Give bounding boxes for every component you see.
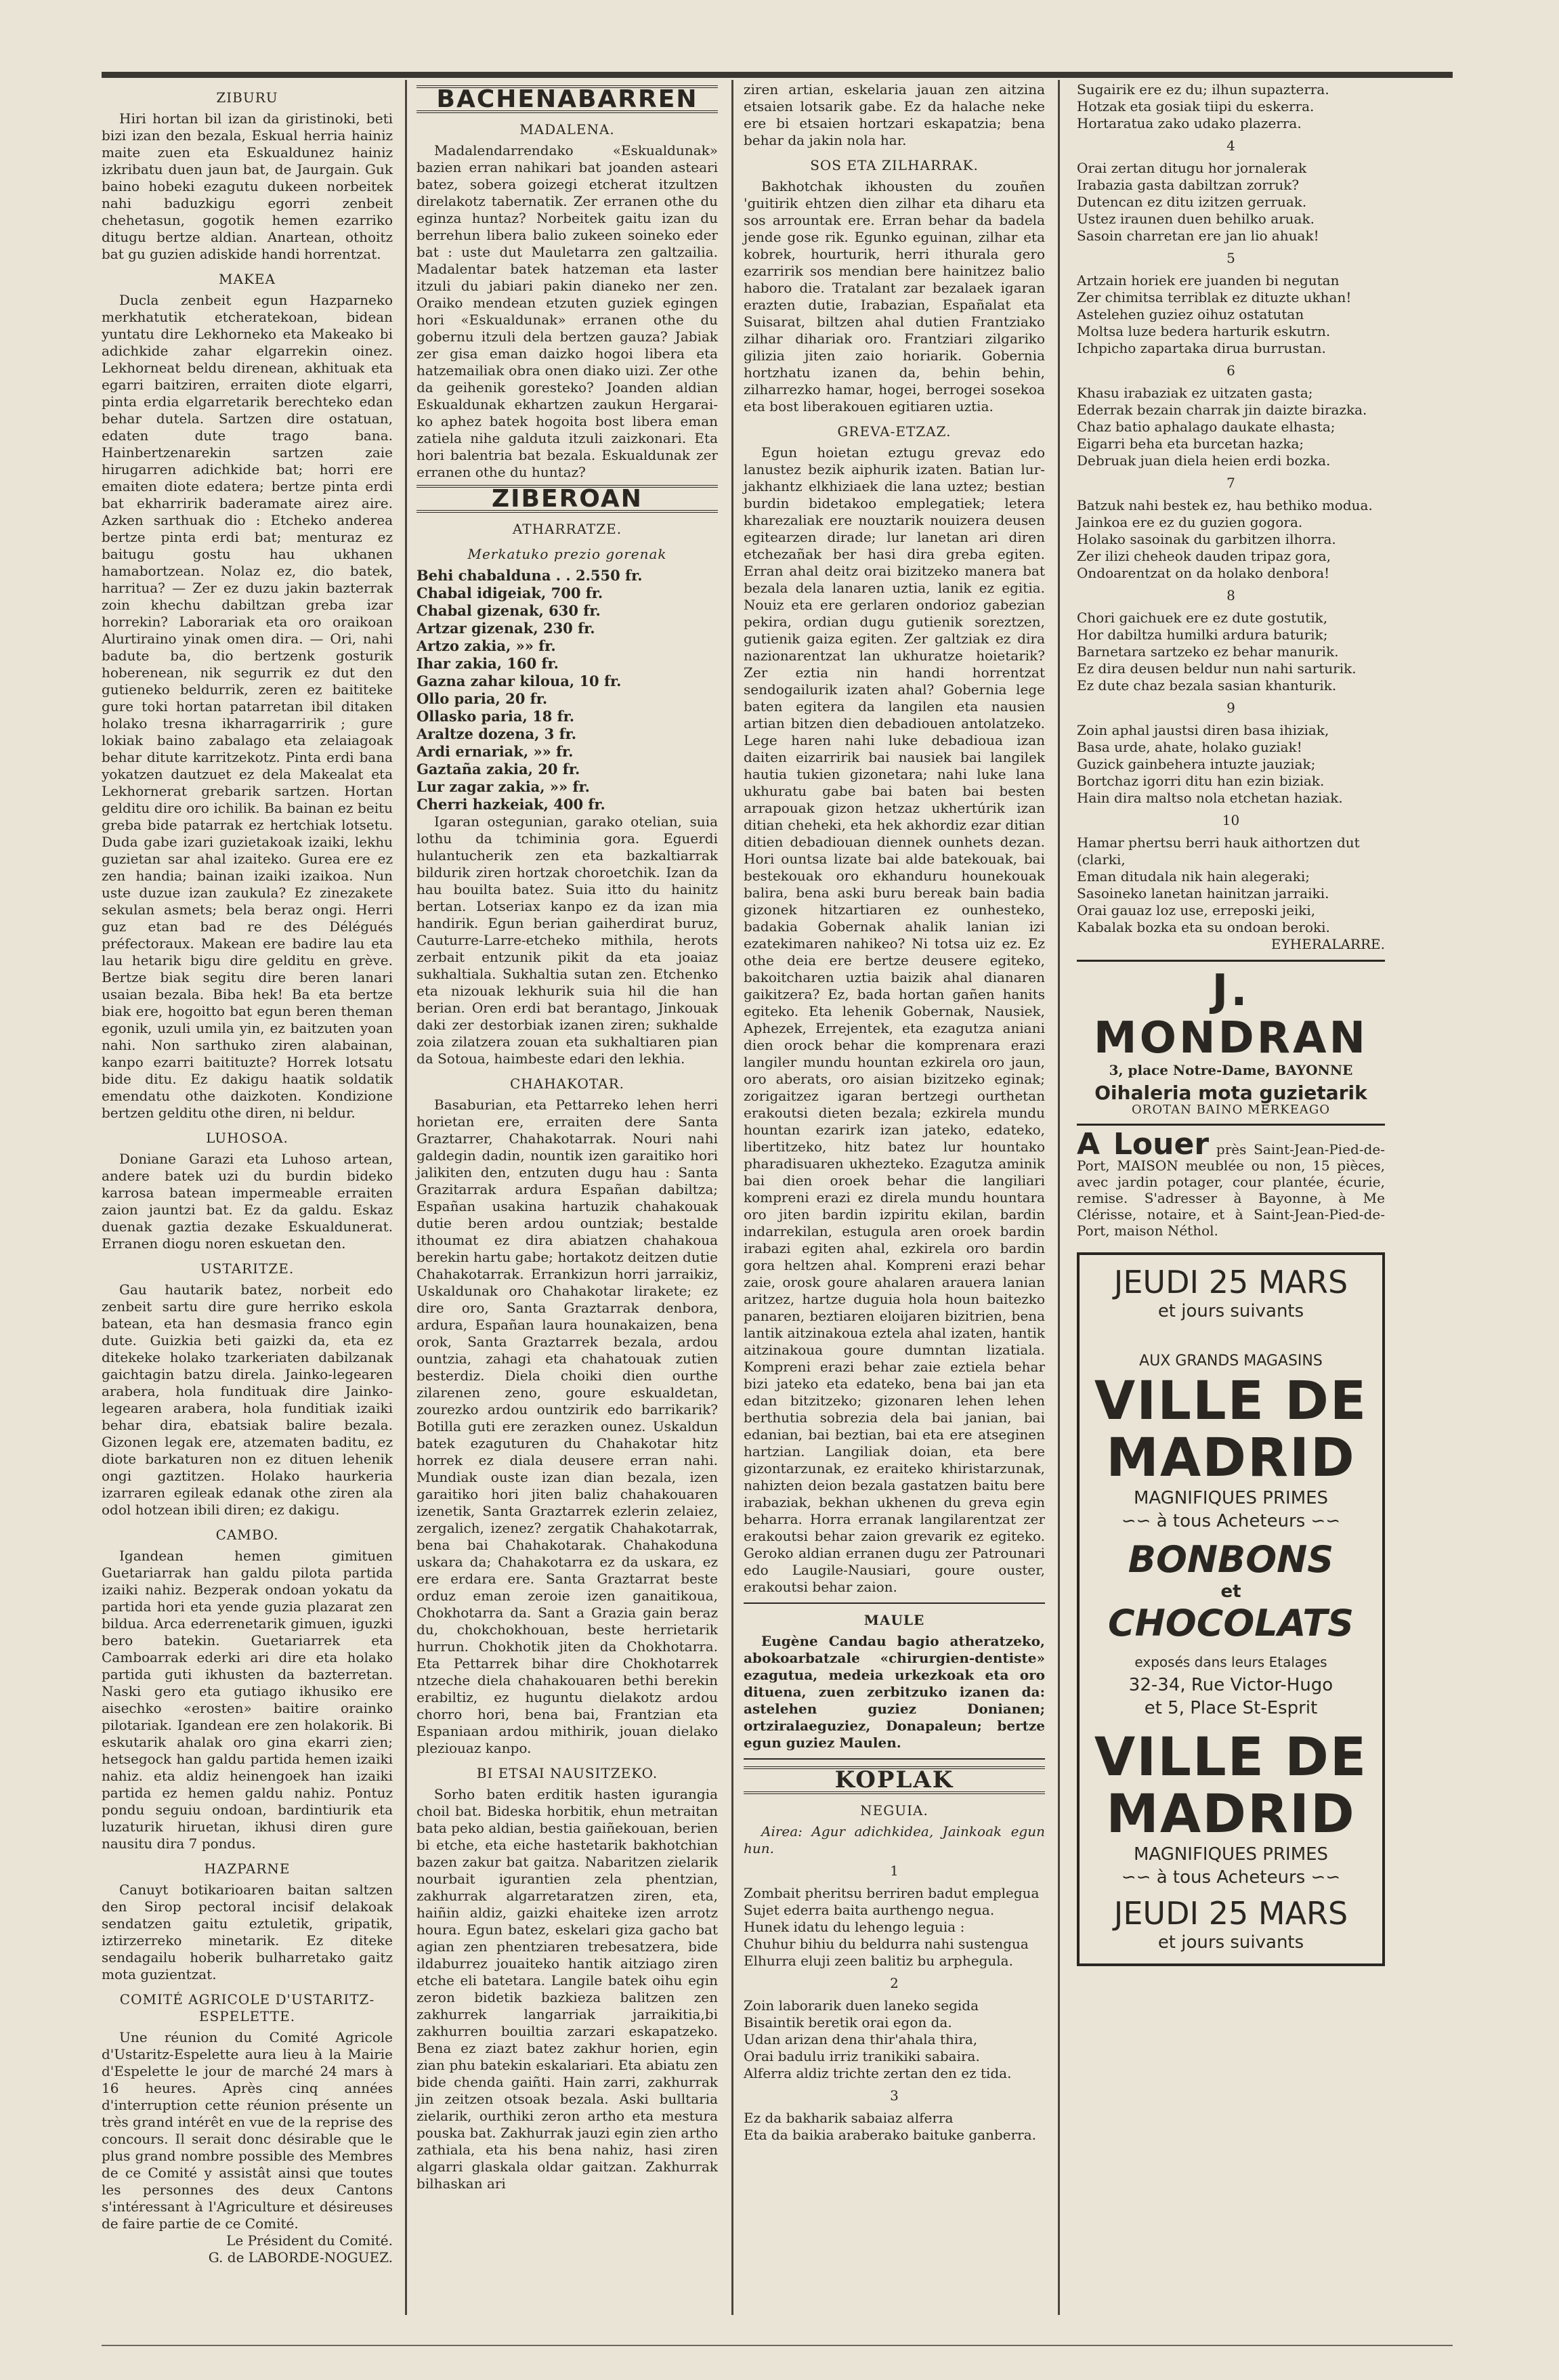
column-separator-3 bbox=[1058, 80, 1060, 2315]
ad-mondran-sub: OROTAN BAINO MERKEAGO bbox=[1132, 1103, 1330, 1117]
ad-madrid-bonbons: BONBONS bbox=[1128, 1538, 1334, 1581]
stanza-number-9: 9 bbox=[1226, 700, 1235, 716]
stanza-number: 2 bbox=[890, 1975, 899, 1991]
poem-stanza-7: Batzuk nahi bestek ez, hau bethiko modua. Jainkoa ere ez du guzien gogora. Holako sasoinak du garbitzen ilhorra. Zer ilizi cheheok dauden tripaz gora, Ondoarentzat on da holako denbora! bbox=[1077, 497, 1373, 581]
section-title-luhosoa: LUHOSOA. bbox=[206, 1130, 289, 1146]
article-hazparne: Canuyt botikarioaren baitan saltzen den Sirop pectoral incisif delakoak sendatzen gaitu eztuletik, gripatik, iztirzerreko minetarik. Ez diteke sendagailu hoberik bulharretako gaitz mota guzientzat. bbox=[102, 1882, 393, 1982]
poem-stanza-3: Ez da bakharik sabaiaz alferra Eta da baikia araberako baituke ganberra. bbox=[744, 2110, 1036, 2143]
article-ziburu: Hiri hortan bil izan da giristinoki, beti bizi izan den bezala, Eskual herria hainiz maite zuen eta Eskualdunez hainiz izkribatu duen jaun bat, de Jaurgain. Guk baino hobeki ezagutu dukeen norbeitek nahi baduzkigu egorri zenbeit chehetasun, gogotik hemen ezarriko ditugu bertze aldian. Anartean, othoitz bat gu guzien adiskide handi horrentzat. bbox=[102, 110, 393, 262]
section-title-madalena: MADALENA. bbox=[519, 121, 615, 137]
ad-mondran-line: Oihaleria mota guzietarik bbox=[1094, 1082, 1367, 1104]
price-item: Artzo zakia, »» fr. bbox=[417, 637, 556, 654]
ad-louer-title: A Louer bbox=[1077, 1127, 1210, 1162]
poem-title-neguia: NEGUIA. bbox=[860, 1802, 928, 1819]
stanza-number-6: 6 bbox=[1226, 362, 1235, 379]
ad-madrid-primes: MAGNIFIQUES PRIMES bbox=[1133, 1488, 1329, 1508]
stanza-number: 3 bbox=[890, 2087, 899, 2104]
divider bbox=[744, 1758, 1045, 1760]
section-title-hazparne: HAZPARNE bbox=[204, 1861, 291, 1877]
section-title-chahakotar: CHAHAKOTAR. bbox=[510, 1076, 624, 1092]
price-item: Behi chabalduna . . 2.550 fr. bbox=[417, 567, 643, 584]
section-title-ustaritze: USTARITZE. bbox=[200, 1260, 295, 1277]
ad-madrid-suivants-2: et jours suivants bbox=[1157, 1932, 1304, 1953]
column-separator-1 bbox=[405, 80, 407, 2315]
section-title-comite: COMITÉ AGRICOLE D'USTARITZ-ESPELETTE. bbox=[119, 1991, 375, 2024]
section-title-cambo: CAMBO. bbox=[215, 1527, 279, 1543]
price-item: Ollasko paria, 18 fr. bbox=[417, 708, 575, 725]
price-item: Lur zagar zakia, »» fr. bbox=[417, 778, 590, 795]
article-etsai-continued: ziren artian, eskelaria jauan zen aitzina etsaien lotsarik gabe. Ez da halache neke ere bi etsaien hortzari eskapatzia; bena behar da jakin nola har. bbox=[744, 81, 1045, 148]
region-header-bachenabarren: BACHENABARREN bbox=[417, 85, 718, 113]
column-separator-2 bbox=[731, 80, 733, 2315]
section-title-maule: MAULE bbox=[863, 1612, 925, 1628]
ad-mondran bbox=[1077, 960, 1385, 1126]
ad-madrid-acheteurs-2: ∽∽ à tous Acheteurs ∽∽ bbox=[1121, 1867, 1341, 1888]
price-item: Cherri hazkeiak, 400 fr. bbox=[417, 796, 605, 813]
article-atharratze: Igaran ostegunian, garako otelian, suia lothu da tchiminia gora. Eguerdi hulantucherik zen eta bazkaltiarrak bildurik ziren hortzak choroetchik. Izan da hau bouilta batez. Suia itto du hainitz bertan. Lotseriax kanpo ez da izan mia handirik. Egun berian gaiherdirat buruz, Cauturre-Larre-etcheko mithila, herots zerbait entzunik pikit da eta joaiaz sukhaltiala. Sukhaltia sutan zen. Etchenko eta nizouak lekhurik suia hil die han berian. Oren erdi bat berantago, Jinkouak daki zer destorbiak izanen ziren; sukhalde zoia zilatzera zouan eta sukhaltiaren pian da Sotoua, haimbeste edari den lekhia. bbox=[417, 813, 718, 1067]
ad-ville-de-madrid bbox=[1077, 1252, 1385, 1966]
stanza-number-7: 7 bbox=[1226, 475, 1235, 491]
ad-madrid-addr2: et 5, Place St-Esprit bbox=[1144, 1698, 1318, 1718]
ad-madrid-date-2: JEUDI 25 MARS bbox=[1113, 1895, 1348, 1932]
article-makea: Ducla zenbeit egun Hazparneko merkhatutik etcheratekoan, bidean yuntatu dire Lekhorneko eta Makeako bi adichkide zahar elgarrekin oinez. Lekhorneat beldu direnean, akhituak eta egarri baitziren, erraiten diote elgarri, pinta erdia elgarretarik berechteko edan behar dutela. Sartzen dire ostatuan, edaten dute trago bana. Hainbertzenarekin sartzen zaie hirugarren adichkide bat; horri ere emaiten diote edatera; bertze pinta erdi bat ekharririk baderamate airez aire. Azken sarthuak dio : Etcheko anderea bertze pinta erdi bat; menturaz ez baitugu gostu hau ukhanen hamabortzean. Nolaz ez, dio batek, harritua? — Zer ez duzu jakin bazterrak zoin khechu dabiltzan greba izar horrekin? Laborariak eta oro oraikoan Alurtiraino yinak omen dira. — Ori, nahi badute ba, dio bertzenk gosturik hoberenean, nik segurrik ez dut den gutieneko beldurrik, zeren ez baititeke gure toki hortan patarretan ibil ditaken holako tresna ikharragarririk ; gure lokiak baino zabalago eta zelaiagoak behar ditute karritzekotz. Pinta erdi bana yokatzen dautzuet ez dela Makealat eta Lekhornerat grebarik sartzen. Hortan gelditu dire oro ichilik. Ba bainan ez beitu greba bide patarrak ez hertchiak lotsetu. Duda gabe izari guzietakoak izaiki, lekhu guzietan sar ahal izaiteko. Gurea ere ez zen handia; bainan izaiki izaikoa. Nun uste duzue izan zaukula? Ez zinezakete sekulan asmets; bela beraz ongi. Herri guz etan bad re des Délégués préfectoraux. Makean ere badire lau eta lau hetarik bigu dire gelditu en grève. Bertze biak segitu dire beren lanari usaian bezala. Biba hek! Ba eta bertze biak ere, hogoitto bat egun beren theman egonik, uzuli umila yin, ez baitzuten yoan nahi. Non sarthuko ziren alabainan, kanpo ezarri baitituzte? Horrek lotsatu bide ditu. Ez dakigu haatik soldatik emendatu othe daizkoten. Kondizione bertzen gelditu othe diren, ni beldur. bbox=[102, 292, 393, 1121]
article-madalena: Madalendarrendako «Eskualdunak» bazien erran nahikari bat joanden asteari batez, sobera goizegi etcherat itzultzen direlakotz tabernatik. Zer erranen othe du eginza huntaz? Norbeitek gaitu izan du berrehun libera balio zukeen soineko eder bat : uste dut Mauletarra zen galtzailia. Madalentar batek hatzeman eta laster itzuli du jabiari pakin dianeko ner zen. Oraiko mendean etzuten guziek egingen hori «Eskualdunak» erranen othe du gobernu itzuli dela bertzen gauza? Jabiak zer gisa eman daizko hogoi libera eta hatzemailiak obra onen diako uizi. Zer othe da geihenik goresteko? Joanden aldian Eskualdunak ekhartzen zaukun Hergarai-ko aphez batek hogoita bost libera eman zatiela nihe galduta itzuli zaizkonari. Eta hori balentria bat bezala. Eskualdunak zer erranen othe du huntaz? bbox=[417, 142, 718, 480]
article-ustaritze: Gau hautarik batez, norbeit edo zenbeit sartu dire gure herriko eskola batean, eta han desmasia franco egin dute. Guizkia beti gaizki da, eta ez ditekeke holako tzarkeriaten dabilzanak gaichtagin batzu direla. Jainko-legearen arabera, hola fundituak dire Jainko-legearen arabera, hola funditiak izaiki behar dira, ebatsiak balire bezala. Gizonen legak ere, atzematen baditu, ez diote barkaturen non ez dituen lehenik ongi gaztitzen. Holako haurkeria izarraren egileak edanak othe ziren ala odol hotzean ibili diren; ez dakigu. bbox=[102, 1281, 393, 1518]
section-title-ziburu: ZIBURU bbox=[216, 89, 278, 106]
column-4 bbox=[1077, 81, 1385, 1966]
ad-madrid-ville-2: VILLE DE MADRID bbox=[1094, 1727, 1368, 1845]
ad-mondran-address: 3, place Notre-Dame, BAYONNE bbox=[1109, 1062, 1353, 1078]
region-header-koplak: KOPLAK bbox=[744, 1766, 1045, 1794]
poem-stanza-9: Zoin aphal jaustsi diren basa ihiziak, Basa urde, ahate, holako guziak! Guzick gainbehera intuzte jauziak; Bortchaz igorri ditu han ezin biziak. Hain dira maltso nola etchetan haziak. bbox=[1077, 722, 1343, 806]
poem-stanza-5: Artzain horiek ere juanden bi negutan Zer chimitsa terriblak ez dituzte ukhan! Astelehen guziez oihuz ostatutan Moltsa luze bedera harturik eskutrn. Ichpicho zapartaka dirua burrustan. bbox=[1077, 272, 1352, 356]
comite-signature-role: Le Président du Comité. bbox=[226, 2232, 393, 2249]
article-maule-ad: Eugène Candau bagio atheratzeko, abokoarbatzale «chirurgien-dentiste» ezagutua, medeia urkezkoak eta oro dituena, zuen zerbitzuko izanen da: astelehen guziez Donianen; ortziralaeguziez, Donapaleun; bertze egun guziez Maulen. bbox=[744, 1633, 1045, 1751]
price-item: Araltze dozena, 3 fr. bbox=[417, 725, 577, 742]
stanza-number-4: 4 bbox=[1226, 137, 1235, 154]
ad-madrid-addr1: 32-34, Rue Victor-Hugo bbox=[1128, 1675, 1333, 1695]
divider bbox=[744, 1602, 1045, 1604]
prices-title: Merkatuko prezio gorenak bbox=[467, 546, 667, 562]
article-sos: Bakhotchak ikhousten du zouñen 'guitirik ehtzen dien zilhar eta diharu eta sos arrountak ere. Erran behar da badela jende gose rik. Egunko eguinan, zilhar eta kobrek, hourturik, herri ithurala gero ezarririk sos mendian bere hainitzez balio haboro die. Tratalant zar bezalaek igaran erazten dutie, Irabazian, Españalat eta Suisarat, biltzen ahal dutien Frantziako zilhar dihariak oro. Frantziari zilgariko gilizia jiten zaio horiarik. Gobernia hortzhatu izanen da, behin behin, zilharrezko hamar, hogei, berrogei sosekoa eta bost liberakouen egitiaren uztia. bbox=[744, 178, 1045, 415]
stanza-number: 1 bbox=[890, 1863, 899, 1879]
ad-madrid-chocolats: CHOCOLATS bbox=[1107, 1602, 1354, 1644]
ad-madrid-aux: AUX GRANDS MAGASINS bbox=[1139, 1353, 1323, 1369]
price-item: Gazna zahar kiloua, 10 fr. bbox=[417, 673, 622, 689]
section-title-etsai: BI ETSAI NAUSITZEKO. bbox=[476, 1765, 658, 1781]
section-title-sos: SOS ETA ZILHARRAK. bbox=[810, 157, 979, 173]
ad-louer-text: près Saint-Jean-Pied-de-Port, MAISON meublée ou non, 15 pièces, avec jardin potager, cour plantée, écurie, remise. S'adresser à Bayonne, à Me Clérisse, notaire, et à Saint-Jean-Pied-de-Port, maison Néthol. bbox=[1077, 1141, 1385, 1239]
article-etsai: Sorho baten erditik hasten igurangia choil bat. Bideska horbitik, ehun metraitan bata peko aldian, bestia gaiñekouan, berien bi etche, eta eiche hastetarik bakhotchian bazen zakur bat gaitza. Nabaritzen zielarik nourbait igurantien zela phentzian, zakhurrak algarretaratzen ziren, eta, haiñin aldiz, gaizki ehaiteke izen arrotz houra. Egun batez, eskelari giza gacho bat agian zen phentziaren trebesatzera, bide ildaburrez jouaiteko hantik aitziago ziren etche eli batetara. Langile batek oihu egin zeron bidetik bazkieza balitzen zen zakhurrek langarriak jarraikitia,bi zakhurren bouiltia zarzari eskapatzeko. Bena ez ziazt batez zakhur horien, egin zian phu batekin eskalariari. Eta abiatu zen bide chenda gaiñti. Hain zarri, zakhurrak jin zeitzen otsoak bezala. Aski bulltaria zielarik, ourthiki zeron artho eta mestura pouska bat. Zakhurrak jauzi egin zien artho zathiala, eta his bena nahiz, hasi ziren algarri glaskala oldar gaitzan. Zakhurrak bilhaskan ari bbox=[417, 1786, 718, 2192]
ad-madrid-exposes: exposés dans leurs Etalages bbox=[1134, 1654, 1327, 1670]
price-item: Gaztaña zakia, 20 fr. bbox=[417, 761, 580, 778]
poem-stanza-1: Zombait pheritsu berriren badut emplegua Sujet ederra baita aurthengo negua. Hunek idatu du lehengo leguia : Chuhur bihiu du beldurra nahi sustengua Elhurra eluji zeen balitiz bu arphegula. bbox=[744, 1885, 1040, 1969]
section-title-atharratze: ATHARRATZE. bbox=[512, 521, 622, 537]
poem-stanza-10: Hamar phertsu berri hauk aithortzen dut (clarki, Eman ditudala nik hain alegeraki; Sasoineko lanetan hainitzan jarraiki. Orai gauaz loz use, erreposki jeiki, Kabalak bozka eta su ondoan beroki. bbox=[1077, 834, 1360, 935]
column-1 bbox=[102, 81, 393, 2266]
comite-signature-name: G. de LABORDE-NOGUEZ. bbox=[208, 2249, 393, 2266]
column-2 bbox=[417, 81, 718, 2192]
poem-stanza-3-cont: Sugairik ere ez du; ilhun supazterra. Hotzak eta gosiak tiipi du eskerra. Hortaratua zako udako plazerra. bbox=[1077, 81, 1329, 131]
price-list bbox=[417, 567, 718, 813]
article-cambo: Igandean hemen gimituen Guetariarrak han galdu pilota partida izaiki nahiz. Bezperak ondoan yokatu da partida hori eta yende guzia plazarat zen bildua. Arca ederrenetarik gimuen, iguzki bero batekin. Guetariarrek eta Camboarrak ederki ari dire eta holako partida guti ikhusten da bazterretan. Naski gero eta gutiago ikhusiko ere aisechko «erosten» baitire orainko pilotariak. Igandean ere zen holakorik. Bi eskutarik ahalak oro gina ekarri zien; hetsegock han galdu partida hemen izaiki nahiz. eta aldiz heinengoek han izaiki partida ez hemen galdu nahiz. Pontuz pondu seguiu ondoan, bardintiurik eta luzaturik hiruetan, ikhusi diren gure nausitu dira 7 pondus. bbox=[102, 1548, 393, 1852]
stanza-number-10: 10 bbox=[1222, 812, 1240, 828]
article-comite: Une réunion du Comité Agricole d'Ustaritz-Espelette aura lieu à la Mairie d'Espelette le jour de marché 24 mars à 16 heures. Après cinq années d'interruption cette réunion présente un très grand intérêt en vue de la reprise des concours. Il serait donc désirable que le plus grand nombre possible des Membres de ce Comité y assistât ainsi que toutes les personnes des deux Cantons s'intéressant à l'Agriculture et désireuses de faire partie de ce Comité. bbox=[102, 2029, 393, 2232]
price-item: Ollo paria, 20 fr. bbox=[417, 690, 548, 707]
ad-mondran-name: J. MONDRAN bbox=[1093, 966, 1369, 1063]
price-item: Ardi ernariak, »» fr. bbox=[417, 743, 574, 760]
section-title-makea: MAKEA bbox=[219, 271, 276, 287]
poem-tune: Airea: Agur adichkidea, Jainkoak egun hun. bbox=[744, 1823, 1045, 1856]
ad-madrid-primes-2: MAGNIFIQUES PRIMES bbox=[1133, 1844, 1329, 1865]
ad-madrid-acheteurs: ∽∽ à tous Acheteurs ∽∽ bbox=[1121, 1511, 1341, 1531]
poem-stanza-6: Khasu irabaziak ez uitzaten gasta; Ederrak bezain charrak jin daizte birazka. Chaz batio aphalago daukate elhasta; Eigarri beha eta burcetan hazka; Debruak juan diela heien erdi bozka. bbox=[1077, 385, 1367, 469]
article-chahakotar: Basaburian, eta Pettarreko lehen herri horietan ere, erraiten dere Santa Graztarrer, Chahakotarrak. Nouri nahi galdegin dadin, nountik izen garaitiko hori jalikiten den, entzuten dugu hau : Santa Grazitarrak ardura Españan dabiltza; Españan usakina hartuzik chahakouak dutie beren ardou ountziak; bestalde ithoumat ez dira abiatzen chahakoua berekin hartu gabe; hortakotz deitzen dutie Chahakotarrak. Errankizun horri jarraikiz, Uskaldunak oro Chahakotar lirakete; ez dire oro, Santa Graztarrak denbora, ardura, Españan laura hounakaizen, bena orok, Santa Graztarrek bezala, ardou ountzia, zahagi eta chahatouak zutien besterdiz. Diela choiki dien ourthe zilarenen zeno, goure eskualdetan, zourezko ardou ountzirik edo barrikarik? Botilla guti ere zerazken ounez. Uskaldun batek ezaguturen du Chahakotar hitz horrek ez diala deusere erran nahi. Mundiak ouste izan dian bezala, izen garaitiko hori jiten baliz chahakouaren izenetik, Santa Graztarrek ezlerin zelaiez, zergalich, izenez? zergatik Chahakotarrak, bena bai Chahakotarak. Chahakoduna uskara da; Chahakotarra ez da uskara, ez ere erdara ere. Santa Graztarrat beste orduz eman zeroie izen ganaitikoua, Chokhotarra da. Sant a Grazia gain beraz du, chokchokhouan, beste herrietarik hurrun. Chokhotik jiten da Chokhotarra. Eta Pettarrek bihar dire Chokhotarrek ntzeche diela chahakouaren bethi berekin erabiltiz, ez huguntu dielakotz ardou chorro hori, bena bai, Frantzian eta Espaniaan ardou mithirik, jouan dielako pleziouaz kanpo. bbox=[417, 1097, 718, 1756]
price-item: Artzar gizenak, 230 fr. bbox=[417, 620, 595, 637]
article-luhosoa: Doniane Garazi eta Luhoso artean, andere batek uzi du burdin bideko karrosa batean impermeable erraiten zaion jauntzi bat. Ez da galdu. Eskaz duenak gaztia dezake Eskualdunerat. Erranen diogu noren eskuetan den. bbox=[102, 1151, 393, 1252]
article-greva: Egun hoietan eztugu grevaz edo lanustez bezik aiphurik izaten. Batian lur-jakhantz elkhiziaek die lana uztez; bestian burdin bidetakoo emplegatiek; letera kharezaliak ere nouztarik nouizera deusen egitearzen dirade; lur lanetan ari diren etchezañak ber hasi dira greba egiten. Erran ahal deitz orai bizitzeko manera bat bezala dela lanaren uztia, lanik ez egitia. Nouiz eta ere gerlaren ondorioz gabezian pekira, ordian dugu gutienik soreztzen, gutienik gaiza egiten. Zer galtziak ez dira nazionarentzat lan ukhuratze hoietarik? Zer eztia nin handi horrentzat sendogailurik izaten ahal? Gobernia lege baten egitera da langilen eta nausien artian bitzen dien debadiouen antolatzeko. Lege haren nahi luke debadioua izan daiten eizarririk bai nausiek bai langilek hautia tukien gizonetara; nahi luke lana ukhuratu gabe bai baten bai besten arrapouak gizon hetzaz ukhertúrik izan ditian cheheki, eta hek akhordiz ezar ditian ditien debadiouan diennek ounhets dezan. Hori ountsa lizate bai alde batekouak, bai bestekouak oro ekhanduru hounekouak balira, bena aski buru bereak bain badia gizonek hitzartiaren ez ounhesteko, badakia Gobernak ahalik lanian izi ezatekimaren nahikeo? Ni totsa uiz ez. Ez othe deia ere bertze deusere egiteko, bakoitcharen uztia baizik ahal dianaren gaikitzera? Ez, bada hortan gañen hanits egiteko. Eta lehenik Gobernak, Nausiek, Aphezek, Errejentek, eta ezagutza aniani dien orock behar die komprenara erazi langiler mundu hountan ezkirela oro jaun, oro aberats, oro aisian bizitzeko eginak; zorigaitzez igaran bertzegi ourthetan erakoutsi dieten bezala; ezkirela mundu hountan ezarirk izan jateko, edateko, libertitzeko, hitz batez lur hountako pharadisuaren ukhezteko. Ezagutza aminik bai dien oroek behar die langiliari kompreni erazi ez direla mundu hountara oro jiten bardin izpiritu ekilan, bardin indarrekilan, estugula aren oroek bardin irabazi egiten ahal, ezkirela oro bardin gora heltzen ahal. Kompreni erazi behar zaie, orosk goure ahalaren arauera lanian aritzez, hartze duguia hola houn baitezko panaren, beztiaren eloijaren bizitrien, bena lantik aitzinakoua eztela ahal izaten, hantik aitzinakoua goure dumntan lizatiala. Kompreni erazi behar zaie eztiela behar bizi jateko eta edateko, bena bai jan eta edan bitzitzeko; gizonaren lehen lehen berthutia sobrezia dela bai janian, bai edanian, bai beztian, bai eta ere atseginen hartzian. Langiliak doian, eta bere gizontarzunak, ez eraiteko khiristarzunak, nahizten deion bezala gastatzen baitu bere irabaziak, bekhan ukhenen du greva egin beharra. Horra erranak langilarentzat zer erakoutsi behar zaion grevarik ez egiteko. Geroko aldian erranen dugu zer Patrounari edo Laugile-Nausiari, goure ouster, erakoutsi behar zaion. bbox=[744, 444, 1045, 1595]
ad-madrid-suivants: et jours suivants bbox=[1157, 1301, 1304, 1321]
price-item: Chabal gizenak, 630 fr. bbox=[417, 602, 601, 619]
bottom-rule bbox=[102, 2345, 1453, 2346]
poem-signature: EYHERALARRE. bbox=[1270, 936, 1385, 952]
top-rule bbox=[102, 72, 1453, 78]
stanza-number-8: 8 bbox=[1226, 587, 1235, 603]
region-header-ziberoan: ZIBEROAN bbox=[417, 485, 718, 513]
price-item: Chabal idigeiak, 700 fr. bbox=[417, 585, 603, 601]
ad-louer bbox=[1077, 1127, 1385, 1243]
stanza-number-5: 5 bbox=[1226, 250, 1235, 266]
poem-stanza-2: Zoin laborarik duen laneko segida Bisaintik beretik orai egon da. Udan arizan dena thir'ahala thira, Orai badulu irriz tranikiki sabaira. Alferra aldiz trichte zertan den ez tida. bbox=[744, 1997, 1012, 2081]
ad-madrid-ville: VILLE DE MADRID bbox=[1094, 1371, 1368, 1489]
ad-madrid-et: et bbox=[1220, 1581, 1241, 1602]
poem-stanza-4: Orai zertan ditugu hor jornalerak Irabazia gasta dabiltzan zorruk? Dutencan ez ditu izitzen gerruak. Ustez iraunen duen behilko aruak. Sasoin charretan ere jan lio ahuak! bbox=[1077, 160, 1319, 244]
column-3 bbox=[744, 81, 1045, 2144]
ad-madrid-date: JEUDI 25 MARS bbox=[1113, 1264, 1348, 1300]
poem-stanza-8: Chori gaichuek ere ez dute gostutik, Hor dabiltza humilki ardura baturik; Barnetara sartzeko ez behar manurik. Ez dira deusen beldur nun nahi sarturik. Ez dute chaz bezala sasian khanturik. bbox=[1077, 610, 1357, 694]
section-title-greva: GREVA-ETZAZ. bbox=[837, 423, 952, 440]
price-item: Ihar zakia, 160 fr. bbox=[417, 655, 559, 672]
